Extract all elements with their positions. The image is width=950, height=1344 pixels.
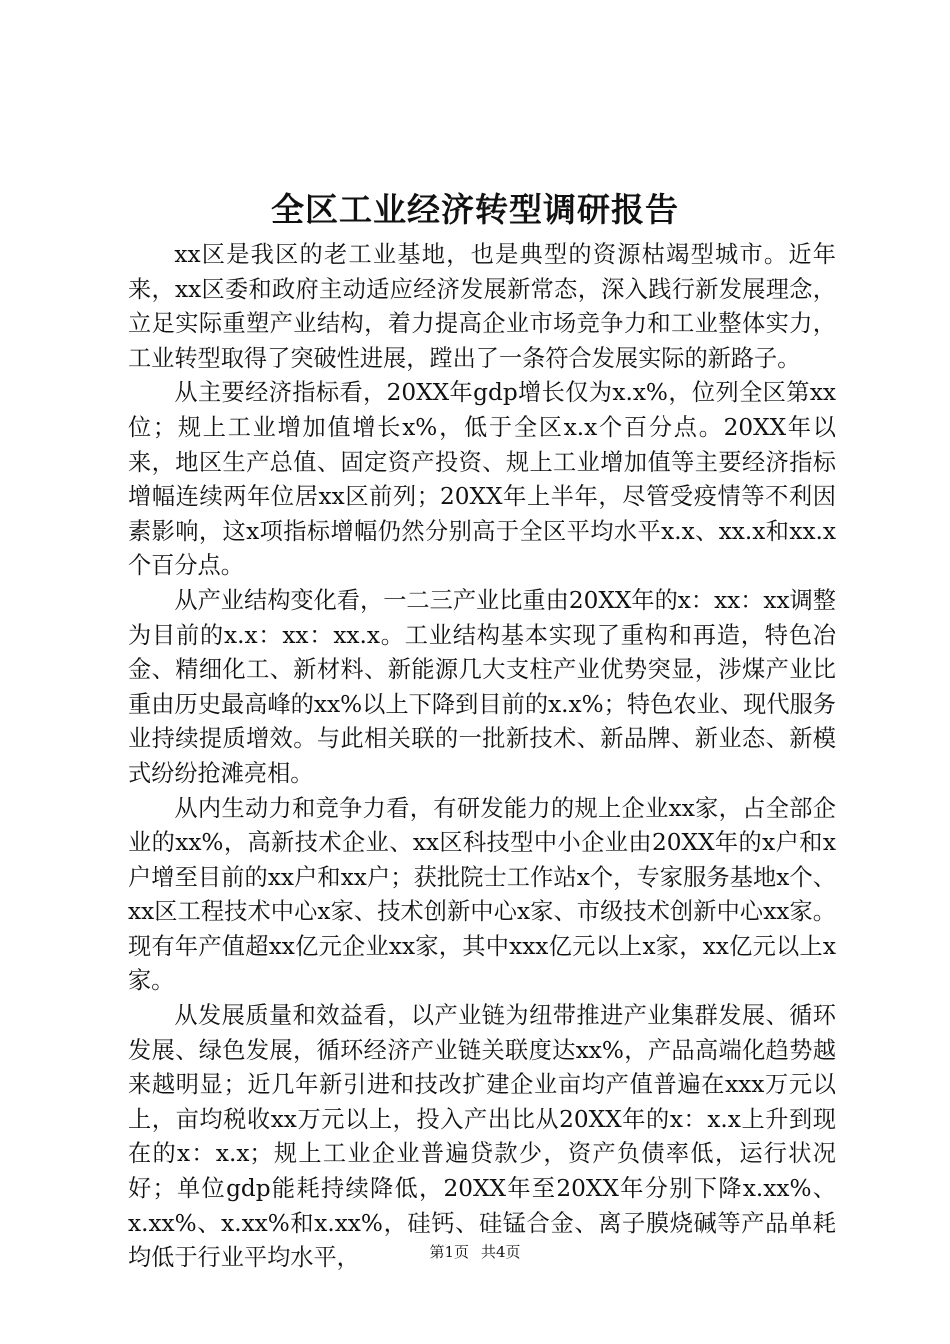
page-title: 全区工业经济转型调研报告 [271, 190, 679, 229]
paragraph-economic-indicators: 从主要经济指标看，20XX年gdp增长仅为x.x%，位列全区第xx位；规上工业增加值增长x%，低于全区x.x个百分点。20XX年以来，地区生产总值、固定资产投资、规上工业增加值等主要经济指标增幅连续两年位居xx区前列；20XX年上半年，尽管受疫情等不利因素影响，这x项指标增幅仍然分别高于全区平均水平x.x、xx.x和xx.x个百分点。 [128, 379, 836, 580]
paragraph-quality-efficiency: 从发展质量和效益看，以产业链为纽带推进产业集群发展、循环发展、绿色发展，循环经济产业链关联度达xx%，产品高端化趋势越来越明显；近几年新引进和技改扩建企业亩均产值普遍在xxx万元以上，亩均税收xx万元以上，投入产出比从20XX年的x：x.x上升到现在的x：x.x；规上工业企业普遍贷款少，资产负债率低，运行状况好；单位gdp能耗持续降低，20XX年至20XX年分别下降x.xx%、x.xx%、x.xx%和x.xx%，硅钙、硅锰合金、离子膜烧碱等产品单耗均低于行业平均水平， [128, 1002, 836, 1272]
page-number: 第1页 [429, 1243, 469, 1261]
page-total: 共4页 [481, 1243, 521, 1261]
page-footer [0, 1240, 950, 1264]
paragraph-industrial-structure: 从产业结构变化看，一二三产业比重由20XX年的x：xx：xx调整为目前的x.x：xx：xx.x。工业结构基本实现了重构和再造，特色冶金、精细化工、新材料、新能源几大支柱产业优势突显，涉煤产业比重由历史最高峰的xx%以上下降到目前的x.x%；特色农业、现代服务业持续提质增效。与此相关联的一批新技术、新品牌、新业态、新模式纷纷抢滩亮相。 [128, 586, 836, 787]
paragraph-competitiveness: 从内生动力和竞争力看，有研发能力的规上企业xx家，占全部企业的xx%，高新技术企业、xx区科技型中小企业由20XX年的x户和x户增至目前的xx户和xx户；获批院士工作站x个，专家服务基地x个、xx区工程技术中心x家、技术创新中心x家、市级技术创新中心xx家。现有年产值超xx亿元企业xx家，其中xxx亿元以上x家，xx亿元以上x家。 [128, 794, 836, 995]
document-body [128, 238, 836, 1276]
paragraph-intro: xx区是我区的老工业基地，也是典型的资源枯竭型城市。近年来，xx区委和政府主动适应经济发展新常态，深入践行新发展理念，立足实际重塑产业结构，着力提高企业市场竞争力和工业整体实力，工业转型取得了突破性进展，蹚出了一条符合发展实际的新路子。 [128, 241, 836, 372]
